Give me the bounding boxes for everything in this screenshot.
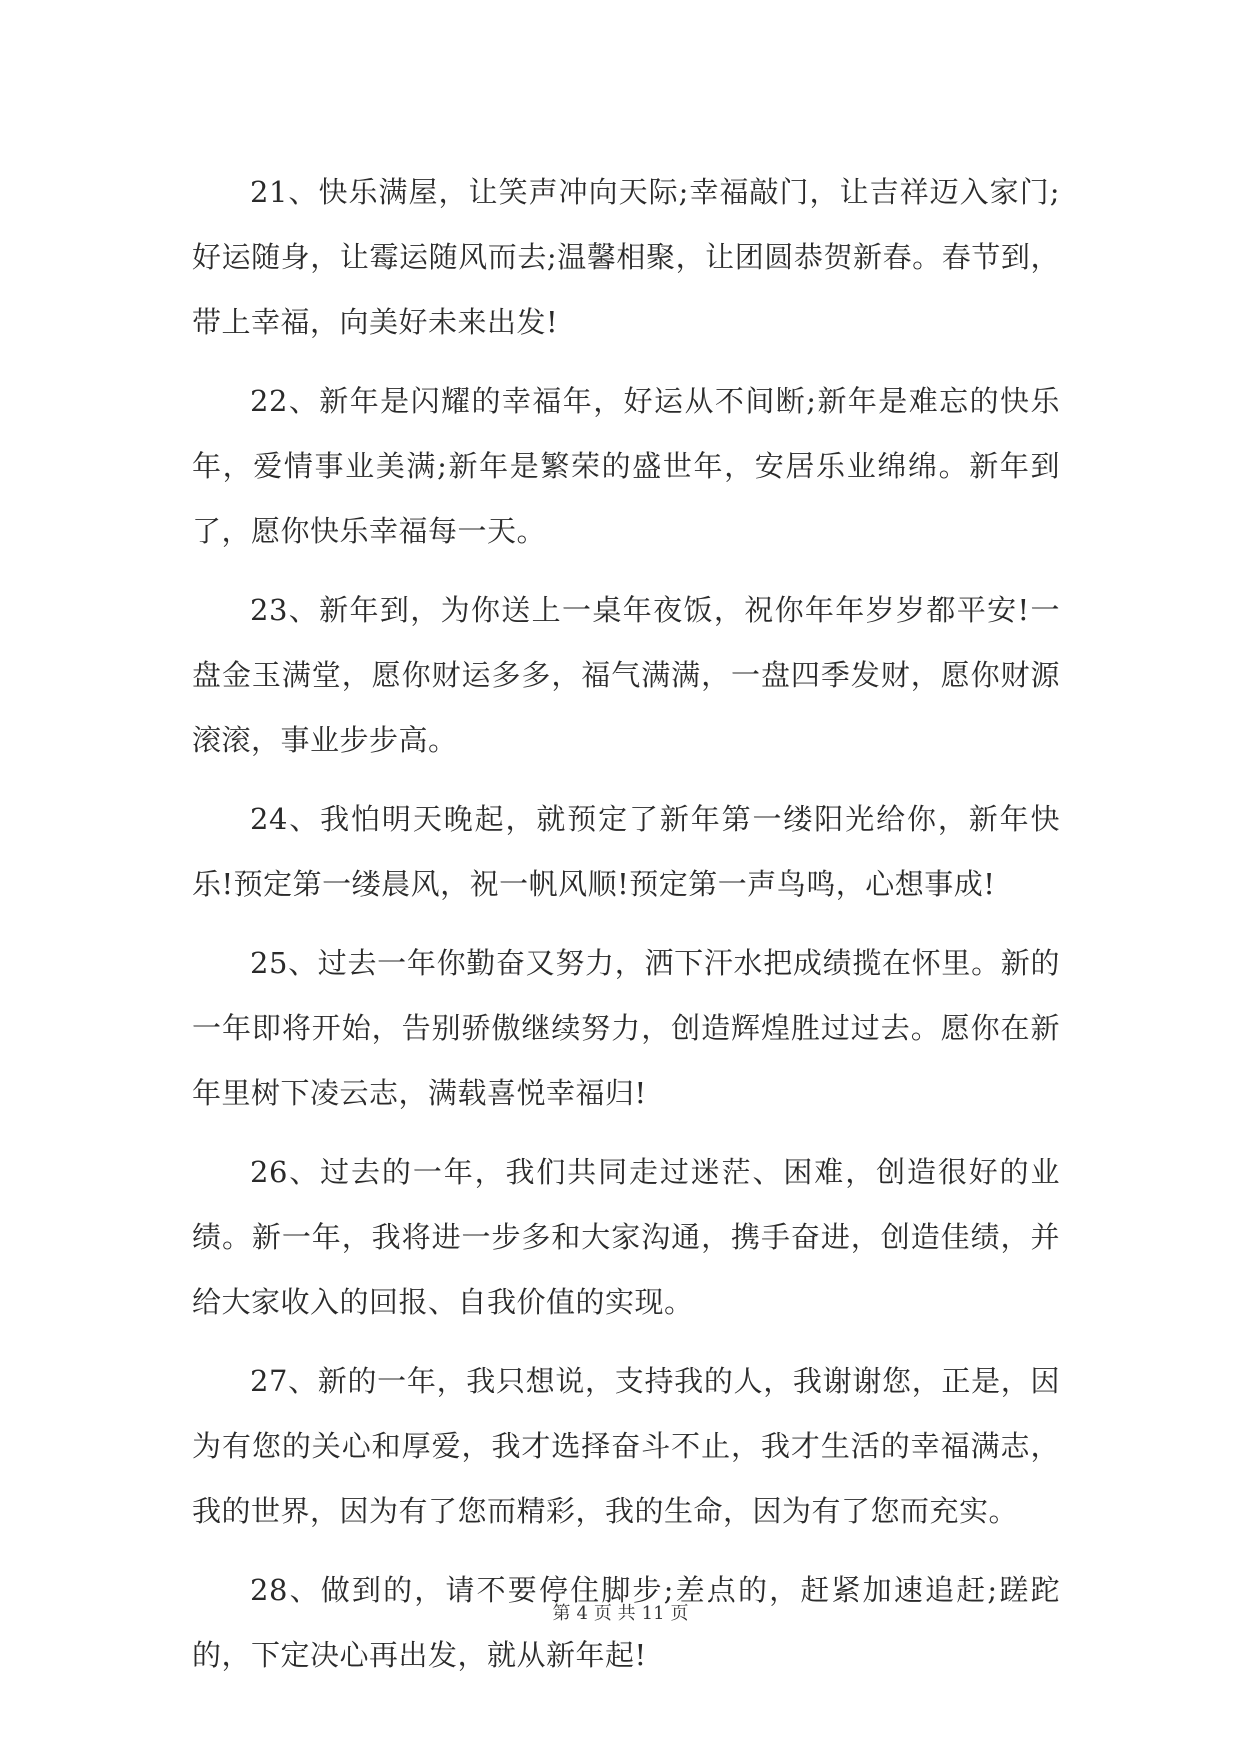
paragraph-24: 24、我怕明天晚起，就预定了新年第一缕阳光给你，新年快乐!预定第一缕晨风，祝一帆风顺!预定第一声鸟鸣，心想事成! [192, 802, 1060, 901]
paragraph-23: 23、新年到，为你送上一桌年夜饭，祝你年年岁岁都平安!一盘金玉满堂，愿你财运多多，福气满满，一盘四季发财，愿你财源滚滚，事业步步高。 [192, 593, 1060, 757]
footer-suffix: 页 [670, 1603, 689, 1624]
paragraph-25: 25、过去一年你勤奋又努力，洒下汗水把成绩揽在怀里。新的一年即将开始，告别骄傲继续努力，创造辉煌胜过过去。愿你在新年里树下凌云志，满载喜悦幸福归! [192, 946, 1060, 1110]
footer-middle: 页 共 [593, 1603, 636, 1624]
footer-total-pages: 11 [641, 1603, 665, 1624]
paragraph-26: 26、过去的一年，我们共同走过迷茫、困难，创造很好的业绩。新一年，我将进一步多和大家沟通，携手奋进，创造佳绩，并给大家收入的回报、自我价值的实现。 [192, 1155, 1060, 1319]
document-body [192, 160, 1060, 1702]
page-footer [0, 1602, 1241, 1626]
paragraph-27: 27、新的一年，我只想说，支持我的人，我谢谢您，正是，因为有您的关心和厚爱，我才选择奋斗不止，我才生活的幸福满志，我的世界，因为有了您而精彩，我的生命，因为有了您而充实。 [192, 1364, 1060, 1528]
paragraph-22: 22、新年是闪耀的幸福年，好运从不间断;新年是难忘的快乐年，爱情事业美满;新年是繁荣的盛世年，安居乐业绵绵。新年到了，愿你快乐幸福每一天。 [192, 384, 1060, 548]
footer-prefix: 第 [552, 1603, 571, 1624]
paragraph-28: 28、做到的，请不要停住脚步;差点的，赶紧加速追赶;蹉跎的，下定决心再出发，就从新年起! [192, 1573, 1060, 1672]
paragraph-21: 21、快乐满屋，让笑声冲向天际;幸福敲门，让吉祥迈入家门;好运随身，让霉运随风而去;温馨相聚，让团圆恭贺新春。春节到，带上幸福，向美好未来出发! [192, 175, 1060, 339]
footer-current-page: 4 [576, 1603, 588, 1624]
